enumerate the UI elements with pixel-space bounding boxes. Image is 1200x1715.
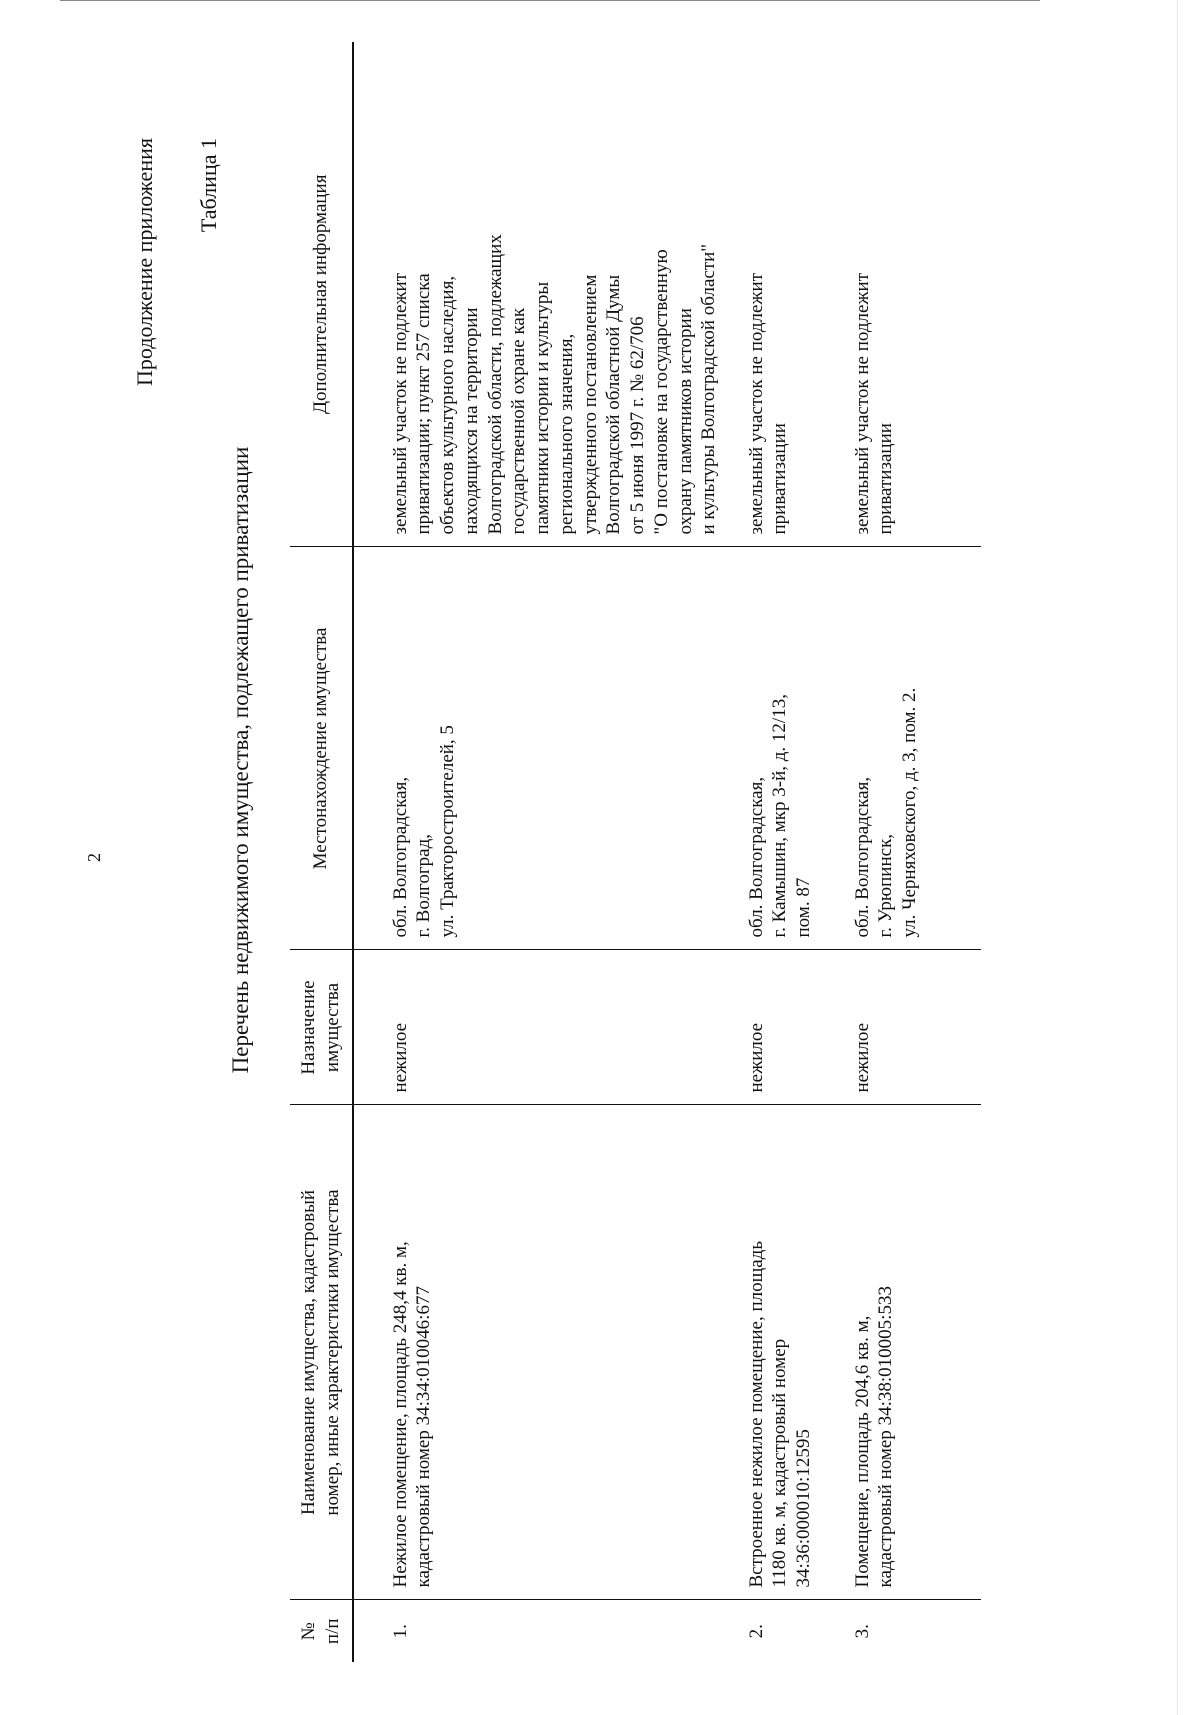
property-info: земельный участок не подлежит приватизации xyxy=(845,42,981,547)
property-purpose: нежилое xyxy=(845,950,981,1105)
property-name: Встроенное нежилое помещение, площадь 1180 кв. м, кадастровый номер 34:36:000010:12595 xyxy=(739,1105,845,1600)
column-header-info: Дополнительная информация xyxy=(290,42,353,547)
column-header-location: Местонахождение имущества xyxy=(290,547,353,950)
property-info: земельный участок не подлежит приватизации; пункт 257 списка объектов культурного наследия, находящихся на территории Волгоградской области, подлежащих государственной охране как памятники истории и культуры регионального значения, утвержденного постановлением Волгоградской областной Думы от 5 июня 1997 г. № 62/706 "О постановке на государственную охрану памятников истории и культуры Волгоградской области" xyxy=(353,42,739,547)
column-header-name: Наименование имущества, кадастровый номер, иные характеристики имущества xyxy=(290,1105,353,1600)
row-number: 2. xyxy=(739,1600,845,1662)
table-header-row xyxy=(290,42,353,1662)
continuation-label: Продолжение приложения xyxy=(132,138,157,386)
property-location: обл. Волгоградская, г. Волгоград, ул. Тракторостроителей, 5 xyxy=(353,547,739,950)
table-row xyxy=(845,42,981,1662)
document-title: Перечень недвижимого имущества, подлежащего приватизации xyxy=(228,446,253,1074)
property-location: обл. Волгоградская, г. Урюпинск, ул. Черняховского, д. 3, пом. 2. xyxy=(845,547,981,950)
property-name: Помещение, площадь 204,6 кв. м, кадастровый номер 34:38:010005:533 xyxy=(845,1105,981,1600)
property-location: обл. Волгоградская, г. Камышин, мкр 3-й, д. 12/13, пом. 87 xyxy=(739,547,845,950)
table-row xyxy=(353,42,739,1662)
property-name: Нежилое помещение, площадь 248,4 кв. м, кадастровый номер 34:34:010046:677 xyxy=(353,1105,739,1600)
property-info: земельный участок не подлежит приватизации xyxy=(739,42,845,547)
table-number: Таблица 1 xyxy=(196,138,221,233)
row-number: 1. xyxy=(353,1600,739,1662)
column-header-purpose: Назначение имущества xyxy=(290,950,353,1105)
property-purpose: нежилое xyxy=(353,950,739,1105)
property-table xyxy=(290,42,981,1662)
property-purpose: нежилое xyxy=(739,950,845,1105)
table-row xyxy=(739,42,845,1662)
column-header-number: № п/п xyxy=(290,1600,353,1662)
row-number: 3. xyxy=(845,1600,981,1662)
page-number: 2 xyxy=(84,853,104,862)
